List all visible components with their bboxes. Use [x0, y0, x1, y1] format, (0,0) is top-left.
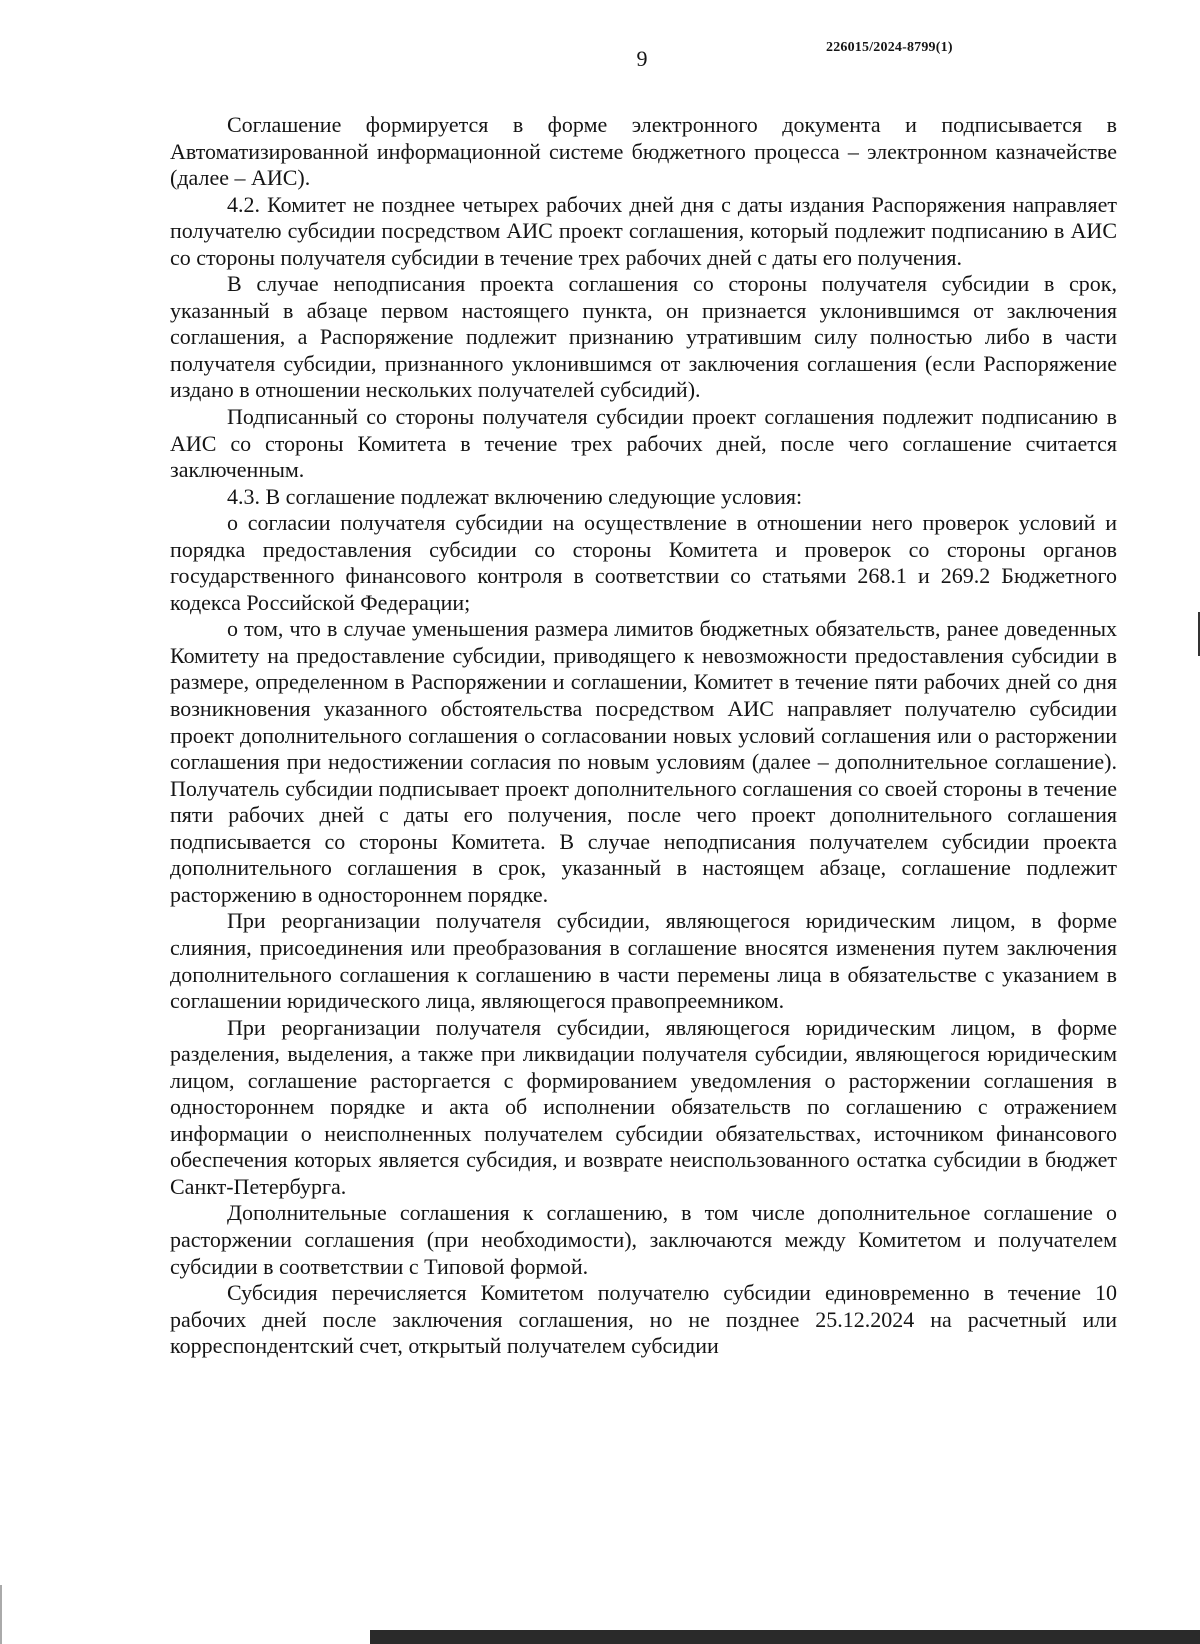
paragraph-reorganization-merger: При реорганизации получателя субсидии, являющегося юридическим лицом, в форме слияния, присоединения или преобразования в соглашение вносятся изменения путем заключения дополнительного соглашения к соглашению в части перемены лица в обязательстве с указанием в соглашении юридического лица, являющегося правопреемником.	[170, 908, 1117, 1014]
paragraph-4-3: 4.3. В соглашение подлежат включению следующие условия:	[227, 483, 803, 509]
paragraph-additional-agreements: Дополнительные соглашения к соглашению, в том числе дополнительное соглашение о расторжении соглашения (при необходимости), заключаются между Комитетом и получателем субсидии в соответствии с Типовой формой.	[170, 1200, 1117, 1279]
paragraph-consent-checks: о согласии получателя субсидии на осуществление в отношении него проверок условий и порядка предоставления субсидии со стороны Комитета и проверок со стороны органов государственного финансового контроля в соответствии со статьями 268.1 и 269.2 Бюджетного кодекса Российской Федерации;	[170, 510, 1117, 615]
scan-bottom-edge	[370, 1630, 1200, 1644]
paragraph-non-signing: В случае неподписания проекта соглашения со стороны получателя субсидии в срок, указанный в абзаце первом настоящего пункта, он признается уклонившимся от заключения соглашения, а Распоряжение подлежит признанию утратившим силу полностью либо в части получателя субсидии, признанного уклонившимся от заключения соглашения (если Распоряжение издано в отношении нескольких получателей субсидий).	[170, 271, 1117, 403]
paragraph-limits-reduction: о том, что в случае уменьшения размера лимитов бюджетных обязательств, ранее доведенных Комитету на предоставление субсидии, приводящего к невозможности предоставления субсидии в размере, определенном в Распоряжении и соглашении, Комитет в течение пяти рабочих дней со дня возникновения указанного обстоятельства посредством АИС направляет получателю субсидии проект дополнительного соглашения о согласовании новых условий соглашения или о расторжении соглашения при недостижении согласия по новым условиям (далее – дополнительное соглашение). Получатель субсидии подписывает проект дополнительного соглашения со своей стороны в течение пяти рабочих дней с даты его получения, после чего проект дополнительного соглашения подписывается со стороны Комитета. В случае неподписания получателем субсидии проекта дополнительного соглашения в срок, указанный в настоящем абзаце, соглашение подлежит расторжению в одностороннем порядке.	[170, 616, 1117, 907]
page-number: 9	[636, 46, 648, 71]
document-body	[170, 112, 1117, 1360]
document-number: 226015/2024-8799(1)	[826, 40, 953, 55]
paragraph-agreement-form: Соглашение формируется в форме электронного документа и подписывается в Автоматизированной информационной системе бюджетного процесса – электронном казначействе (далее – АИС).	[170, 112, 1117, 191]
scan-left-edge	[0, 1585, 2, 1644]
paragraph-reorganization-division: При реорганизации получателя субсидии, являющегося юридическим лицом, в форме разделения, выделения, а также при ликвидации получателя субсидии, являющегося юридическим лицом, соглашение расторгается с формированием уведомления о расторжении соглашения в одностороннем порядке и акта об исполнении обязательств по соглашению с отражением информации о неисполненных получателем субсидии обязательствах, источником финансового обеспечения которых является субсидия, и возврате неиспользованного остатка субсидии в бюджет Санкт-Петербурга.	[170, 1014, 1117, 1199]
paragraph-signed-project: Подписанный со стороны получателя субсидии проект соглашения подлежит подписанию в АИС со стороны Комитета в течение трех рабочих дней, после чего соглашение считается заключенным.	[170, 404, 1117, 483]
paragraph-4-2: 4.2. Комитет не позднее четырех рабочих дней дня с даты издания Распоряжения направляет получателю субсидии посредством АИС проект соглашения, который подлежит подписанию в АИС со стороны получателя субсидии в течение трех рабочих дней с даты его получения.	[170, 191, 1117, 270]
paragraph-subsidy-transfer: Субсидия перечисляется Комитетом получателю субсидии единовременно в течение 10 рабочих дней после заключения соглашения, но не позднее 25.12.2024 на расчетный или корреспондентский счет, открытый получателем субсидии	[170, 1280, 1117, 1359]
